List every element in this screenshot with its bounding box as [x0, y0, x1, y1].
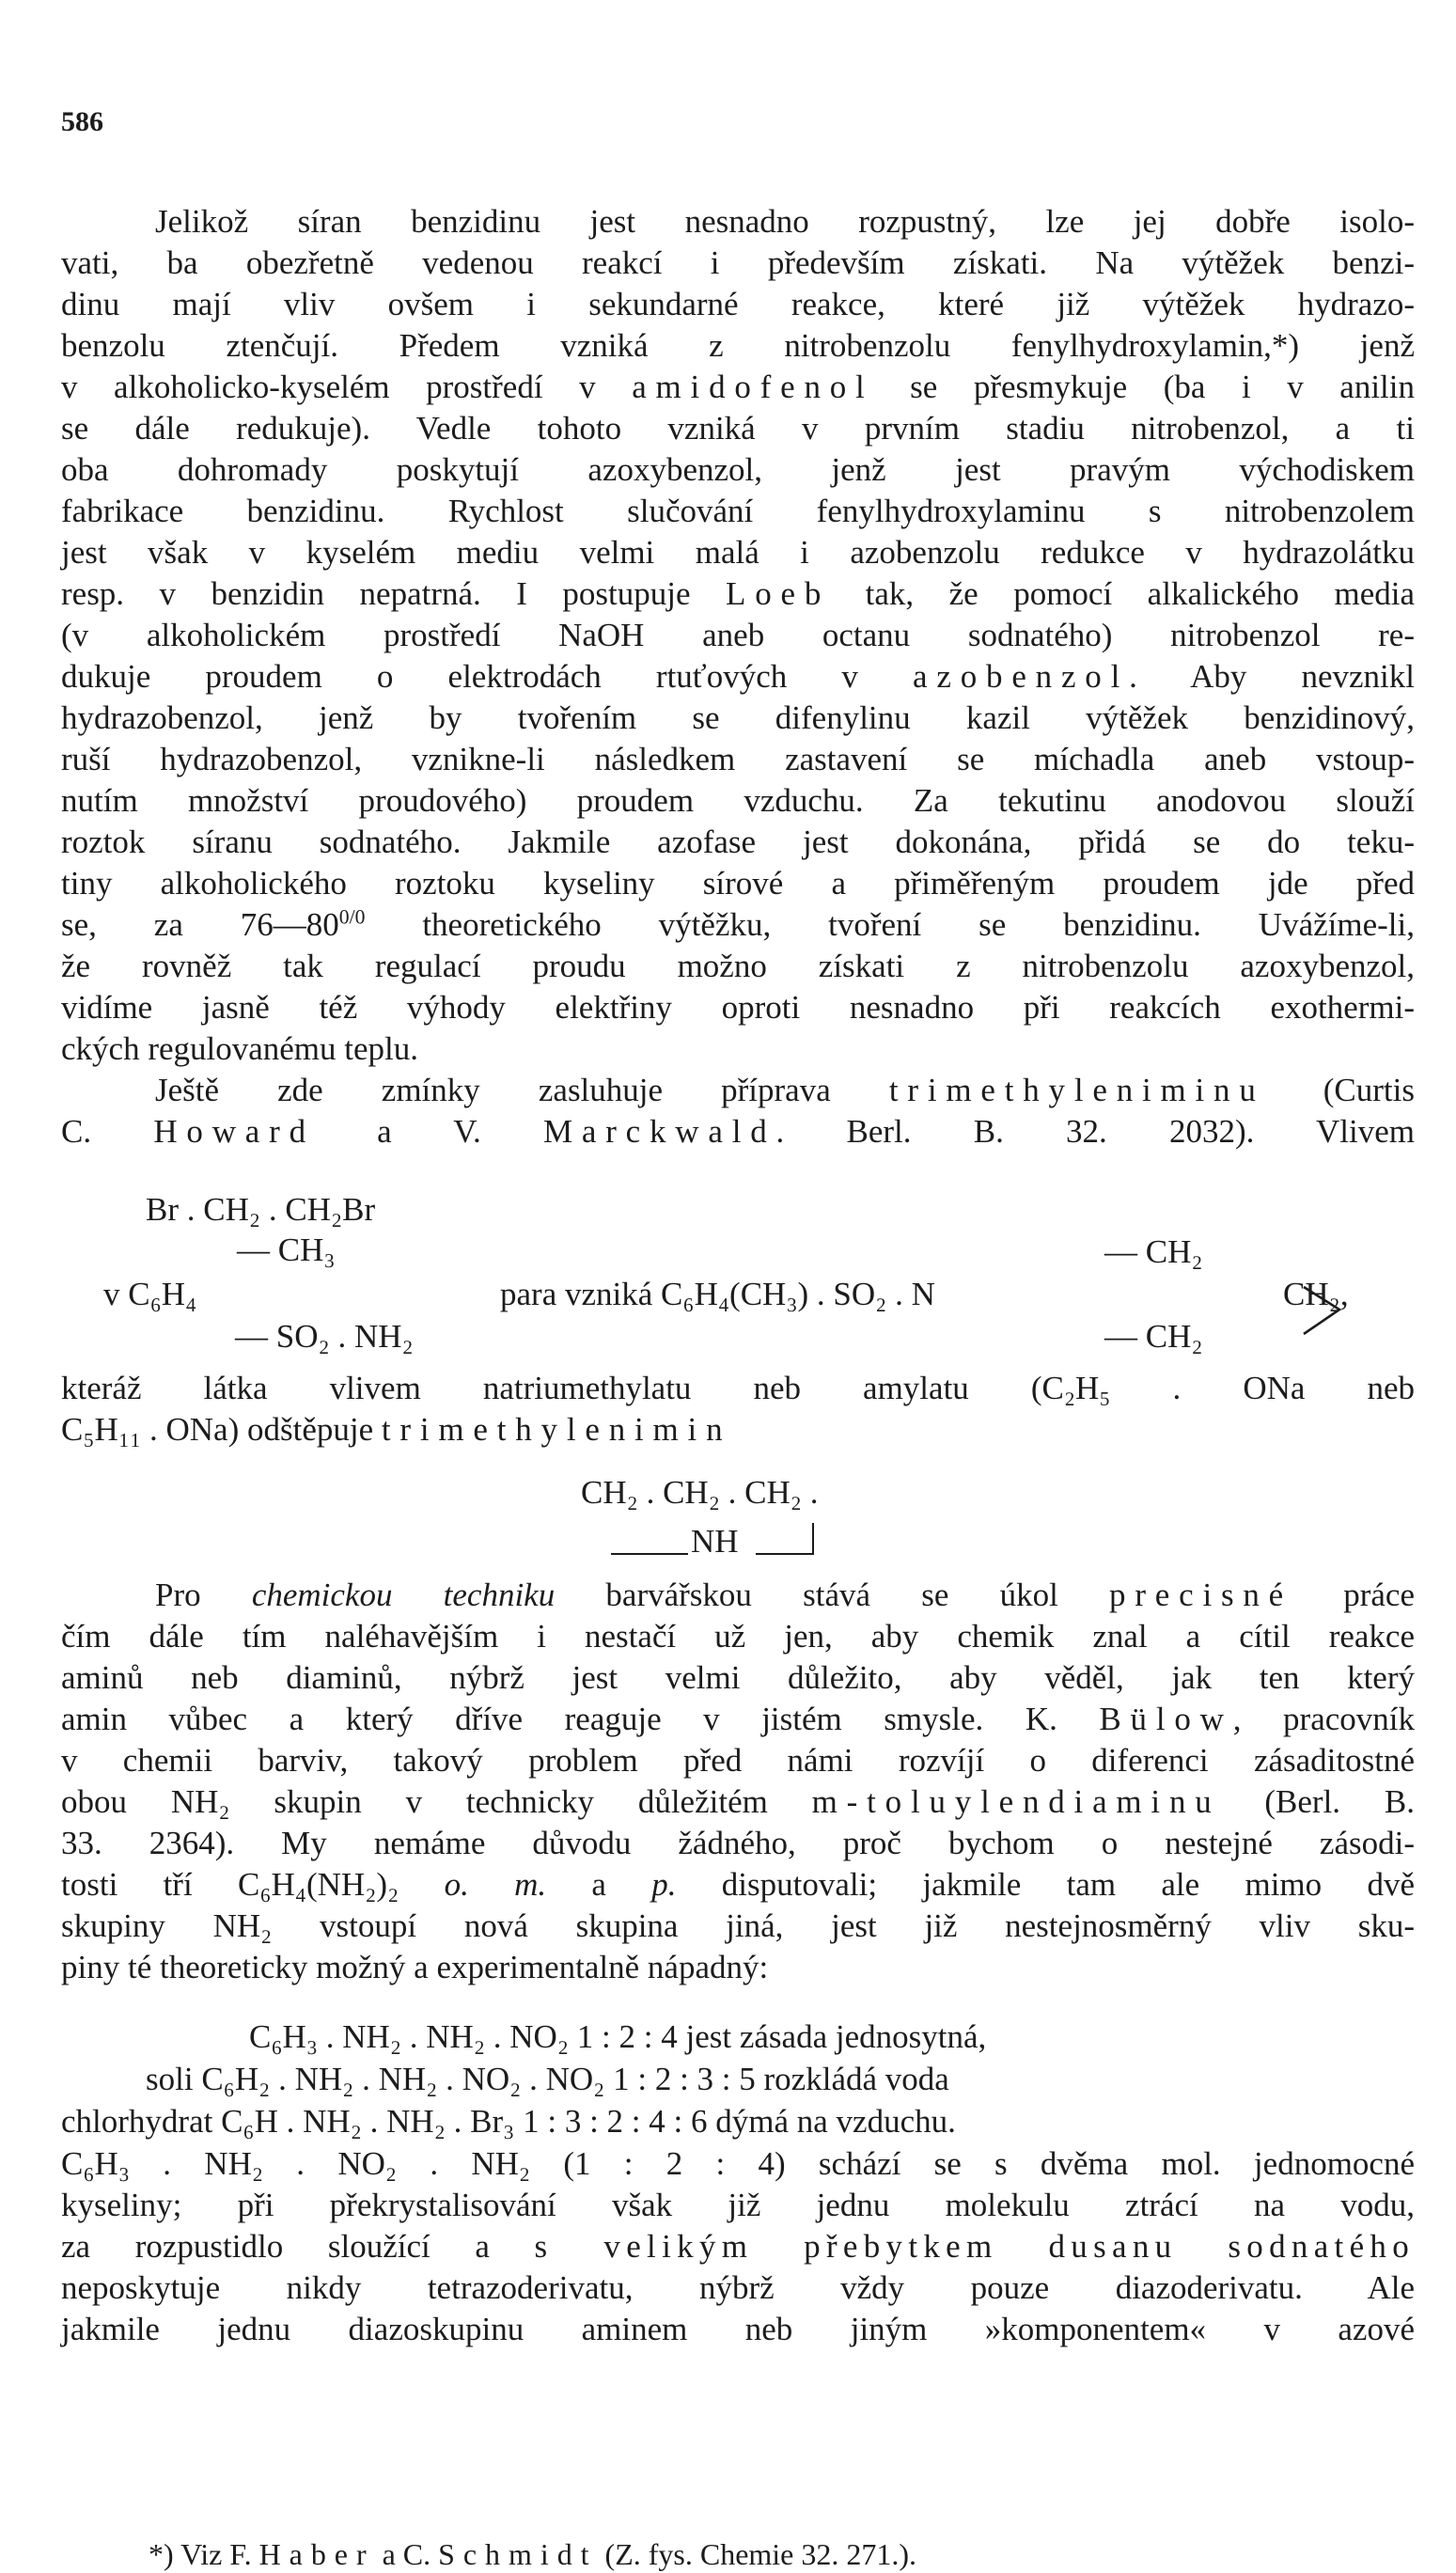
text-line: resp. v benzidin nepatrná. I postupuje Loeb tak, že pomocí alkalického media	[61, 575, 1416, 612]
spaced-term: trimethyleniminu	[888, 1072, 1265, 1108]
italic-term: p.	[651, 1866, 677, 1903]
author-name: Howard	[153, 1113, 315, 1150]
paragraph-dye-chemistry	[61, 1575, 1415, 1988]
text-line: v chemii barviv, takový problem před námi rozvíjí o diferenci zásaditostné	[61, 1742, 1415, 1779]
text-line: jakmile jednu diazoskupinu aminem neb jiným »komponentem« v azové	[61, 2311, 1415, 2347]
text-line: v alkoholicko-kyselém prostředí v amidofenol se přesmykuje (ba i v anilin	[61, 369, 1416, 405]
text-line: nutím množství proudového) proudem vzduchu. Za tekutinu anodovou slouží	[61, 782, 1415, 819]
spaced-term: m-toluylendiaminu	[811, 1783, 1221, 1820]
formula-line: v C₆H₄	[103, 1276, 197, 1312]
text-line: obou NH₂ skupin v technicky důležitém m-toluylendiaminu (Berl. B.	[61, 1783, 1415, 1820]
text-line: se dále redukuje). Vedle tohoto vzniká v prvním stadiu nitrobenzol, a ti	[61, 410, 1415, 447]
ring-bond-lines	[1302, 1274, 1343, 1347]
formula-line: soli C₆H₂ . NH₂ . NH₂ . NO₂ . NO₂ 1 : 2 : 3 : 5 rozkládá voda	[146, 2061, 949, 2097]
author-name: Marckwald	[542, 1113, 776, 1150]
formula-line: chlorhydrat C₆H . NH₂ . NH₂ . Br₃ 1 : 3 : 2 : 4 : 6 dýmá na vzduchu.	[61, 2103, 956, 2140]
formula-line: — SO₂ . NH₂	[235, 1318, 414, 1355]
paragraph-diazo	[61, 2143, 1415, 2350]
italic-term: o. m.	[444, 1866, 547, 1903]
text-line: Ještě zde zmínky zasluhuje příprava trimethyleniminu (Curtis	[155, 1072, 1415, 1108]
ring-bond-line	[1304, 1287, 1339, 1334]
text-line: že rovněž tak regulací proudu možno získati z nitrobenzolu azoxybenzol,	[61, 948, 1415, 984]
text-line: se, za $76—80^{0/0}$ theoretického výtěžku, tvoření se benzidinu. Uvážíme-li,	[61, 905, 1415, 943]
text-line: 33. 2364). My nemáme důvodu žádného, proč bychom o nestejné zásodi-	[61, 1825, 1415, 1861]
formula-line: — CH₂	[1104, 1318, 1203, 1355]
spaced-term: amidofenol	[632, 369, 874, 405]
text-line: oba dohromady poskytují azoxybenzol, jenž jest pravým východiskem	[61, 451, 1415, 488]
formula-line: CH₂ . CH₂ . CH₂ .	[581, 1474, 819, 1511]
text-line: jest však v kyselém mediu velmi malá i azobenzolu redukce v hydrazolátku	[61, 534, 1415, 571]
formula-line: CH₂,	[1283, 1276, 1349, 1312]
text-line: hydrazobenzol, jenž by tvořením se difenylinu kazil výtěžek benzidinový,	[61, 699, 1415, 736]
page-number: 586	[61, 106, 103, 137]
formula-line: para vzniká C₆H₄(CH₃) . SO₂ . N	[500, 1276, 935, 1312]
text-line: dukuje proudem o elektrodách rtuťových v azobenzol. Aby nevznikl	[61, 658, 1415, 695]
formula-line: — CH₂	[1104, 1233, 1203, 1270]
text-line: skupiny NH₂ vstoupí nová skupina jiná, jest již nestejnosměrný vliv sku-	[61, 1907, 1415, 1944]
text-line: C₅H₁₁ . ONa) odštěpuje trimethylenimin	[61, 1411, 732, 1448]
text-line: tiny alkoholického roztoku kyseliny sírové a přiměřeným proudem jde před	[61, 865, 1415, 902]
text-line: vati, ba obezřetně vedenou reakcí i především získati. Na výtěžek benzi-	[61, 244, 1415, 281]
text-line: amin vůbec a který dříve reaguje v jistém smysle. K. Bülow, pracovník	[61, 1701, 1415, 1737]
author-name: Schmidt	[438, 2537, 598, 2571]
spaced-term: azobenzol	[913, 658, 1130, 695]
text-line: dinu mají vliv ovšem i sekundarné reakce, které již výtěžek hydrazo-	[61, 286, 1415, 322]
footnote: *) Viz F. Haber a C. Schmidt (Z. fys. Chemie 32. 271.).	[149, 2537, 917, 2571]
author-name: Loeb	[726, 575, 831, 612]
text-line: benzolu ztenčují. Předem vzniká z nitrobenzolu fenylhydroxylamin,*) jenž	[61, 327, 1415, 364]
text-line: (v alkoholickém prostředí NaOH aneb octanu sodnatého) nitrobenzol re-	[61, 617, 1415, 653]
text-line: Pro chemickou techniku barvářskou stává se úkol precisné práce	[155, 1577, 1415, 1613]
text-line: ruší hydrazobenzol, vznikne-li následkem zastavení se míchadla aneb vstoup-	[61, 741, 1415, 777]
text-line: za rozpustidlo sloužící a s velikým přebytkem dusanu sodnatého	[61, 2228, 1416, 2265]
text-line: piny té theoreticky možný a experimentalně nápadný:	[61, 1949, 769, 1985]
spaced-term: precisné	[1109, 1577, 1293, 1613]
formula-line: C₆H₃ . NH₂ . NH₂ . NO₂ 1 : 2 : 4 jest zásada jednosytná,	[249, 2018, 987, 2055]
text-line: kteráž látka vlivem natriumethylatu neb amylatu (C₂H₅ . ONa neb	[61, 1370, 1415, 1406]
text-line: C. Howard a V. Marckwald. Berl. B. 32. 2032). Vlivem	[61, 1113, 1415, 1150]
spaced-term: s velikým přebytkem dusanu sodnatého	[534, 2228, 1416, 2265]
ring-bond-line	[812, 1523, 814, 1555]
text-line: tosti tří C₆H₄(NH₂)₂ o. m. a p. disputovali; jakmile tam ale mimo dvě	[61, 1866, 1415, 1903]
text-line: neposkytuje nikdy tetrazoderivatu, nýbrž vždy pouze diazoderivatu. Ale	[61, 2269, 1415, 2306]
formula-line: NH	[691, 1523, 739, 1560]
author-name: Bülow	[1099, 1701, 1233, 1737]
paragraph-benzidine	[61, 201, 1415, 1153]
italic-term: chemickou techniku	[251, 1577, 556, 1613]
ring-bond-line	[611, 1553, 688, 1555]
text-line: C₆H₃ . NH₂ . NO₂ . NH₂ (1 : 2 : 4) schází se s dvěma mol. jednomocné	[61, 2145, 1415, 2182]
ring-bond-line	[756, 1553, 812, 1555]
text-line: kyseliny; při překrystalisování však již jednu molekulu ztrácí na vodu,	[61, 2187, 1415, 2223]
text-line: aminů neb diaminů, nýbrž jest velmi důležito, aby věděl, jak ten který	[61, 1659, 1415, 1696]
paragraph-natriumethylat	[61, 1368, 1415, 1451]
formula-line: — CH₃	[237, 1232, 336, 1268]
text-line: Jelikož síran benzidinu jest nesnadno rozpustný, lze jej dobře isolo-	[155, 203, 1415, 240]
text-line: čím dále tím naléhavějším i nestačí už jen, aby chemik znal a cítil reakce	[61, 1618, 1415, 1655]
text-line: vidíme jasně též výhody elektřiny oproti nesnadno při reakcích exothermi-	[61, 989, 1415, 1026]
spaced-term: trimethylenimin	[381, 1411, 732, 1448]
author-name: Haber	[258, 2537, 375, 2571]
text-line: fabrikace benzidinu. Rychlost slučování fenylhydroxylaminu s nitrobenzolem	[61, 493, 1415, 529]
formula-line: Br . CH₂ . CH₂Br	[146, 1191, 376, 1228]
text-line: ckých regulovanému teplu.	[61, 1030, 419, 1067]
text-line: roztok síranu sodnatého. Jakmile azofase jest dokonána, přidá se do teku-	[61, 824, 1415, 860]
